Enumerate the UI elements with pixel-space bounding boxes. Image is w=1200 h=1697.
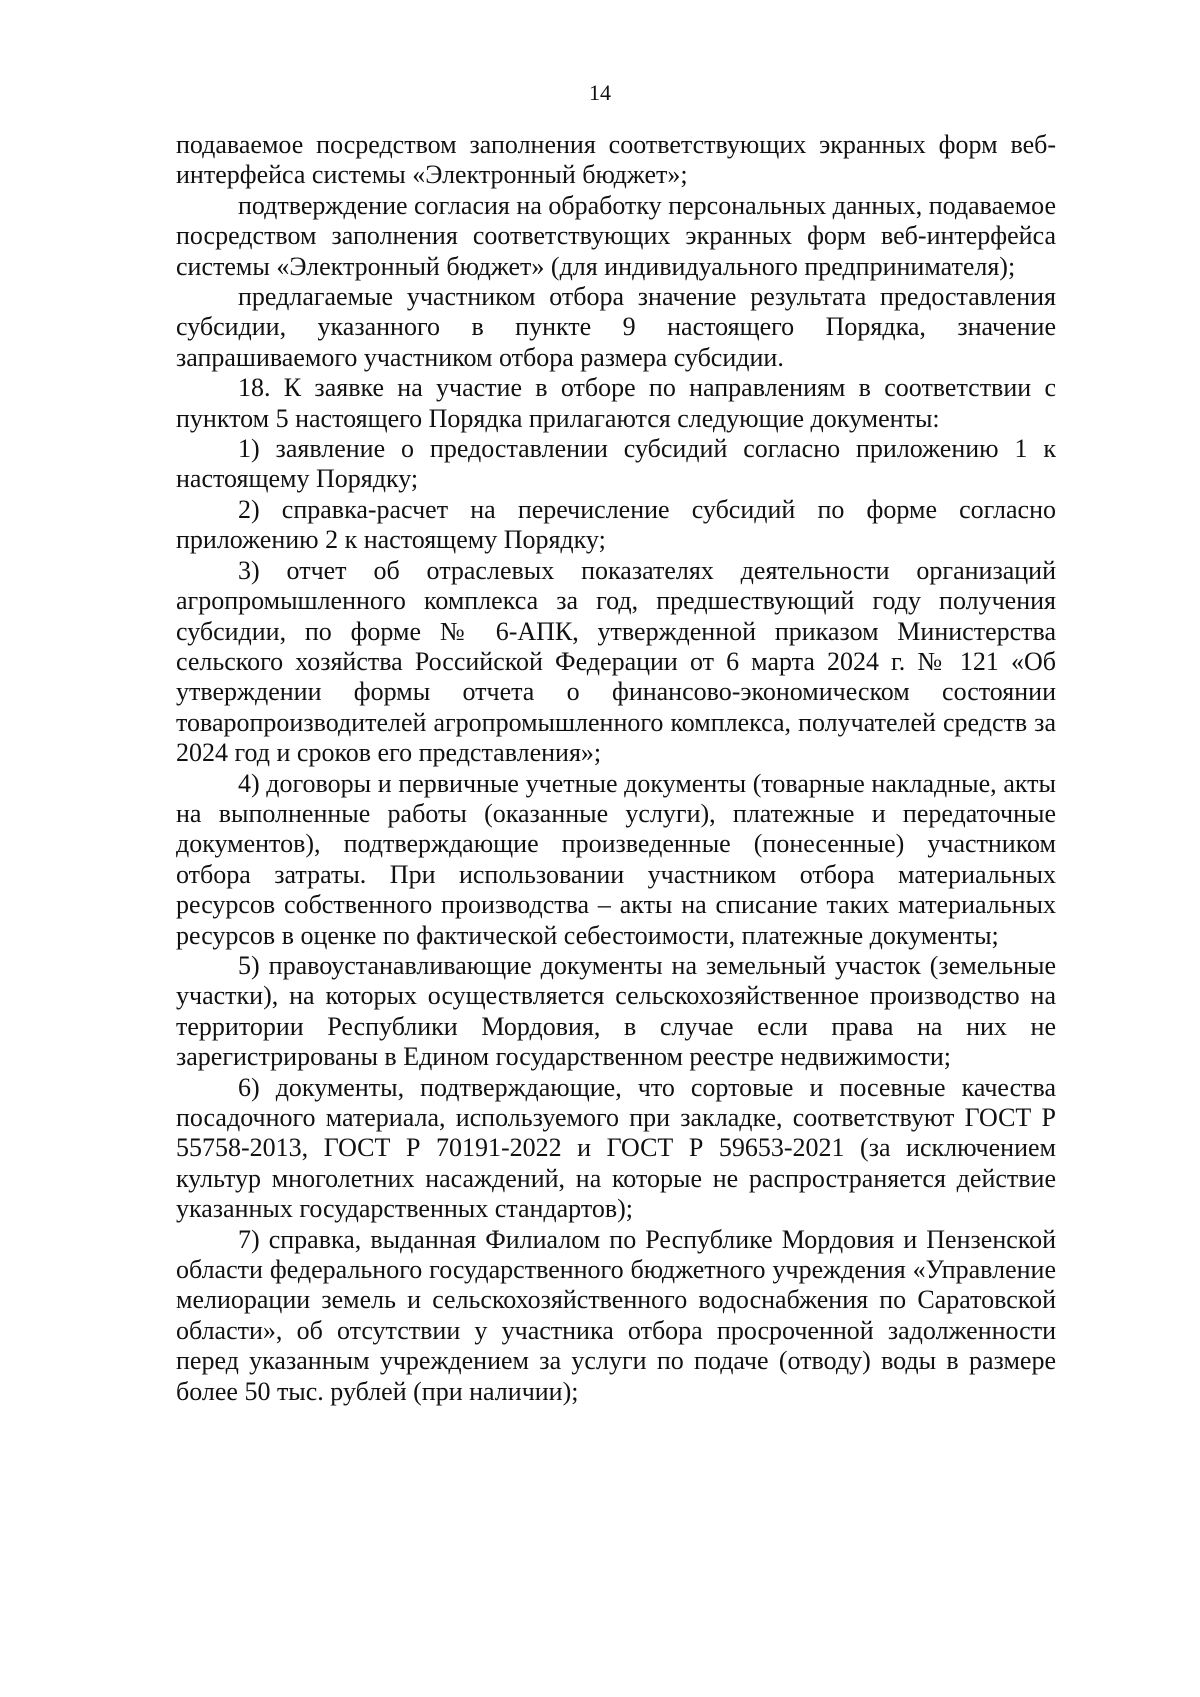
paragraph-consent: подтверждение согласия на обработку персональных данных, подаваемое посредством заполнения соответствующих экранных форм веб-интерфейса системы «Электронный бюджет» (для индивидуального предпринимателя); [176, 190, 1056, 281]
list-item-2: 2) справка-расчет на перечисление субсидий по форме согласно приложению 2 к настоящему Порядку; [176, 494, 1056, 555]
paragraph-item-18: 18. К заявке на участие в отборе по направлениям в соответствии с пунктом 5 настоящего Порядка прилагаются следующие документы: [176, 373, 1056, 433]
paragraph-continuation: подаваемое посредством заполнения соответствующих экранных форм веб-интерфейса системы «Электронный бюджет»; [176, 130, 1056, 190]
list-item-1: 1) заявление о предоставлении субсидий согласно приложению 1 к настоящему Порядку; [176, 434, 1056, 494]
list-item-5: 5) правоустанавливающие документы на земельный участок (земельные участки), на которых осуществляется сельскохозяйственное производство на территории Республики Мордовия, в случае если права на них не зарегистрированы в Едином государственном реестре недвижимости; [176, 950, 1056, 1072]
page-number: 14 [589, 80, 611, 105]
document-body [176, 130, 1056, 1407]
list-item-3: 3) отчет об отраслевых показателях деятельности организаций агропромышленного комплекса за год, предшествующий году получения субсидии, по форме № 6-АПК, утвержденной приказом Министерства сельского хозяйства Российской Федерации от 6 марта 2024 г. № 121 «Об утверждении формы отчета о финансово-экономическом состоянии товаропроизводителей агропромышленного комплекса, получателей средств за 2024 год и сроков его представления»; [176, 555, 1056, 768]
list-item-6: 6) документы, подтверждающие, что сортовые и посевные качества посадочного материала, используемого при закладке, соответствуют ГОСТ Р 55758-2013, ГОСТ Р 70191-2022 и ГОСТ Р 59653-2021 (за исключением культур многолетних насаждений, на которые не распространяется действие указанных государственных стандартов); [176, 1072, 1056, 1224]
list-item-4: 4) договоры и первичные учетные документы (товарные накладные, акты на выполненные работы (оказанные услуги), платежные и передаточные документов), подтверждающие произведенные (понесенные) участником отбора затраты. При использовании участником отбора материальных ресурсов собственного производства – акты на списание таких материальных ресурсов в оценке по фактической себестоимости, платежные документы; [176, 768, 1056, 950]
list-item-7: 7) справка, выданная Филиалом по Республике Мордовия и Пензенской области федерального государственного бюджетного учреждения «Управление мелиорации земель и сельскохозяйственного водоснабжения по Саратовской области», об отсутствии у участника отбора просроченной задолженности перед указанным учреждением за услуги по подаче (отводу) воды в размере более 50 тыс. рублей (при наличии); [176, 1224, 1056, 1406]
paragraph-result-value: предлагаемые участником отбора значение результата предоставления субсидии, указанного в пункте 9 настоящего Порядка, значение запрашиваемого участником отбора размера субсидии. [176, 282, 1056, 372]
